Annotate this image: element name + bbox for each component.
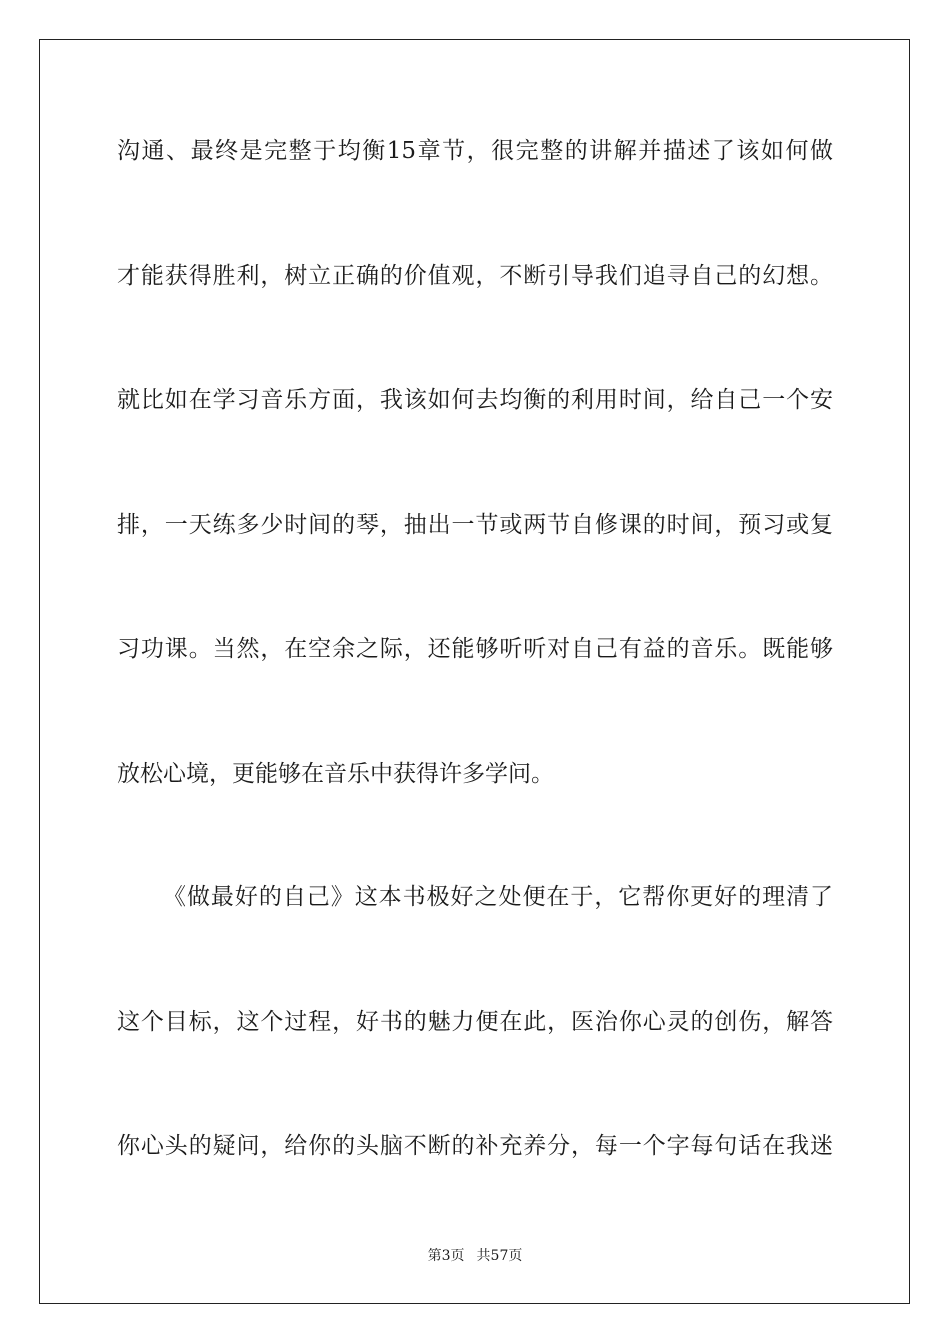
text-line-4: 排，一天练多少时间的琴，抽出一节或两节自修课的时间，预习或复 <box>117 512 833 538</box>
page-footer <box>0 1246 950 1266</box>
text-line-1: 沟通、最终是完整于均衡15章节，很完整的讲解并描述了该如何做 <box>117 138 833 164</box>
text-line-6: 放松心境，更能够在音乐中获得许多学问。 <box>117 761 554 787</box>
page-number: 第3页 <box>427 1248 465 1264</box>
text-line-5: 习功课。当然，在空余之际，还能够听听对自己有益的音乐。既能够 <box>117 636 833 662</box>
text-line-7: 《做最好的自己》这本书极好之处便在于，它帮你更好的理清了 <box>163 884 833 910</box>
text-line-2: 才能获得胜利，树立正确的价值观，不断引导我们追寻自己的幻想。 <box>117 263 833 289</box>
text-line-3: 就比如在学习音乐方面，我该如何去均衡的利用时间，给自己一个安 <box>117 387 833 413</box>
text-line-8: 这个目标，这个过程，好书的魅力便在此，医治你心灵的创伤，解答 <box>117 1009 833 1035</box>
page-border <box>39 39 910 1304</box>
text-line-9: 你心头的疑问，给你的头脑不断的补充养分，每一个字每句话在我迷 <box>117 1133 833 1159</box>
page-total: 共57页 <box>476 1248 523 1264</box>
